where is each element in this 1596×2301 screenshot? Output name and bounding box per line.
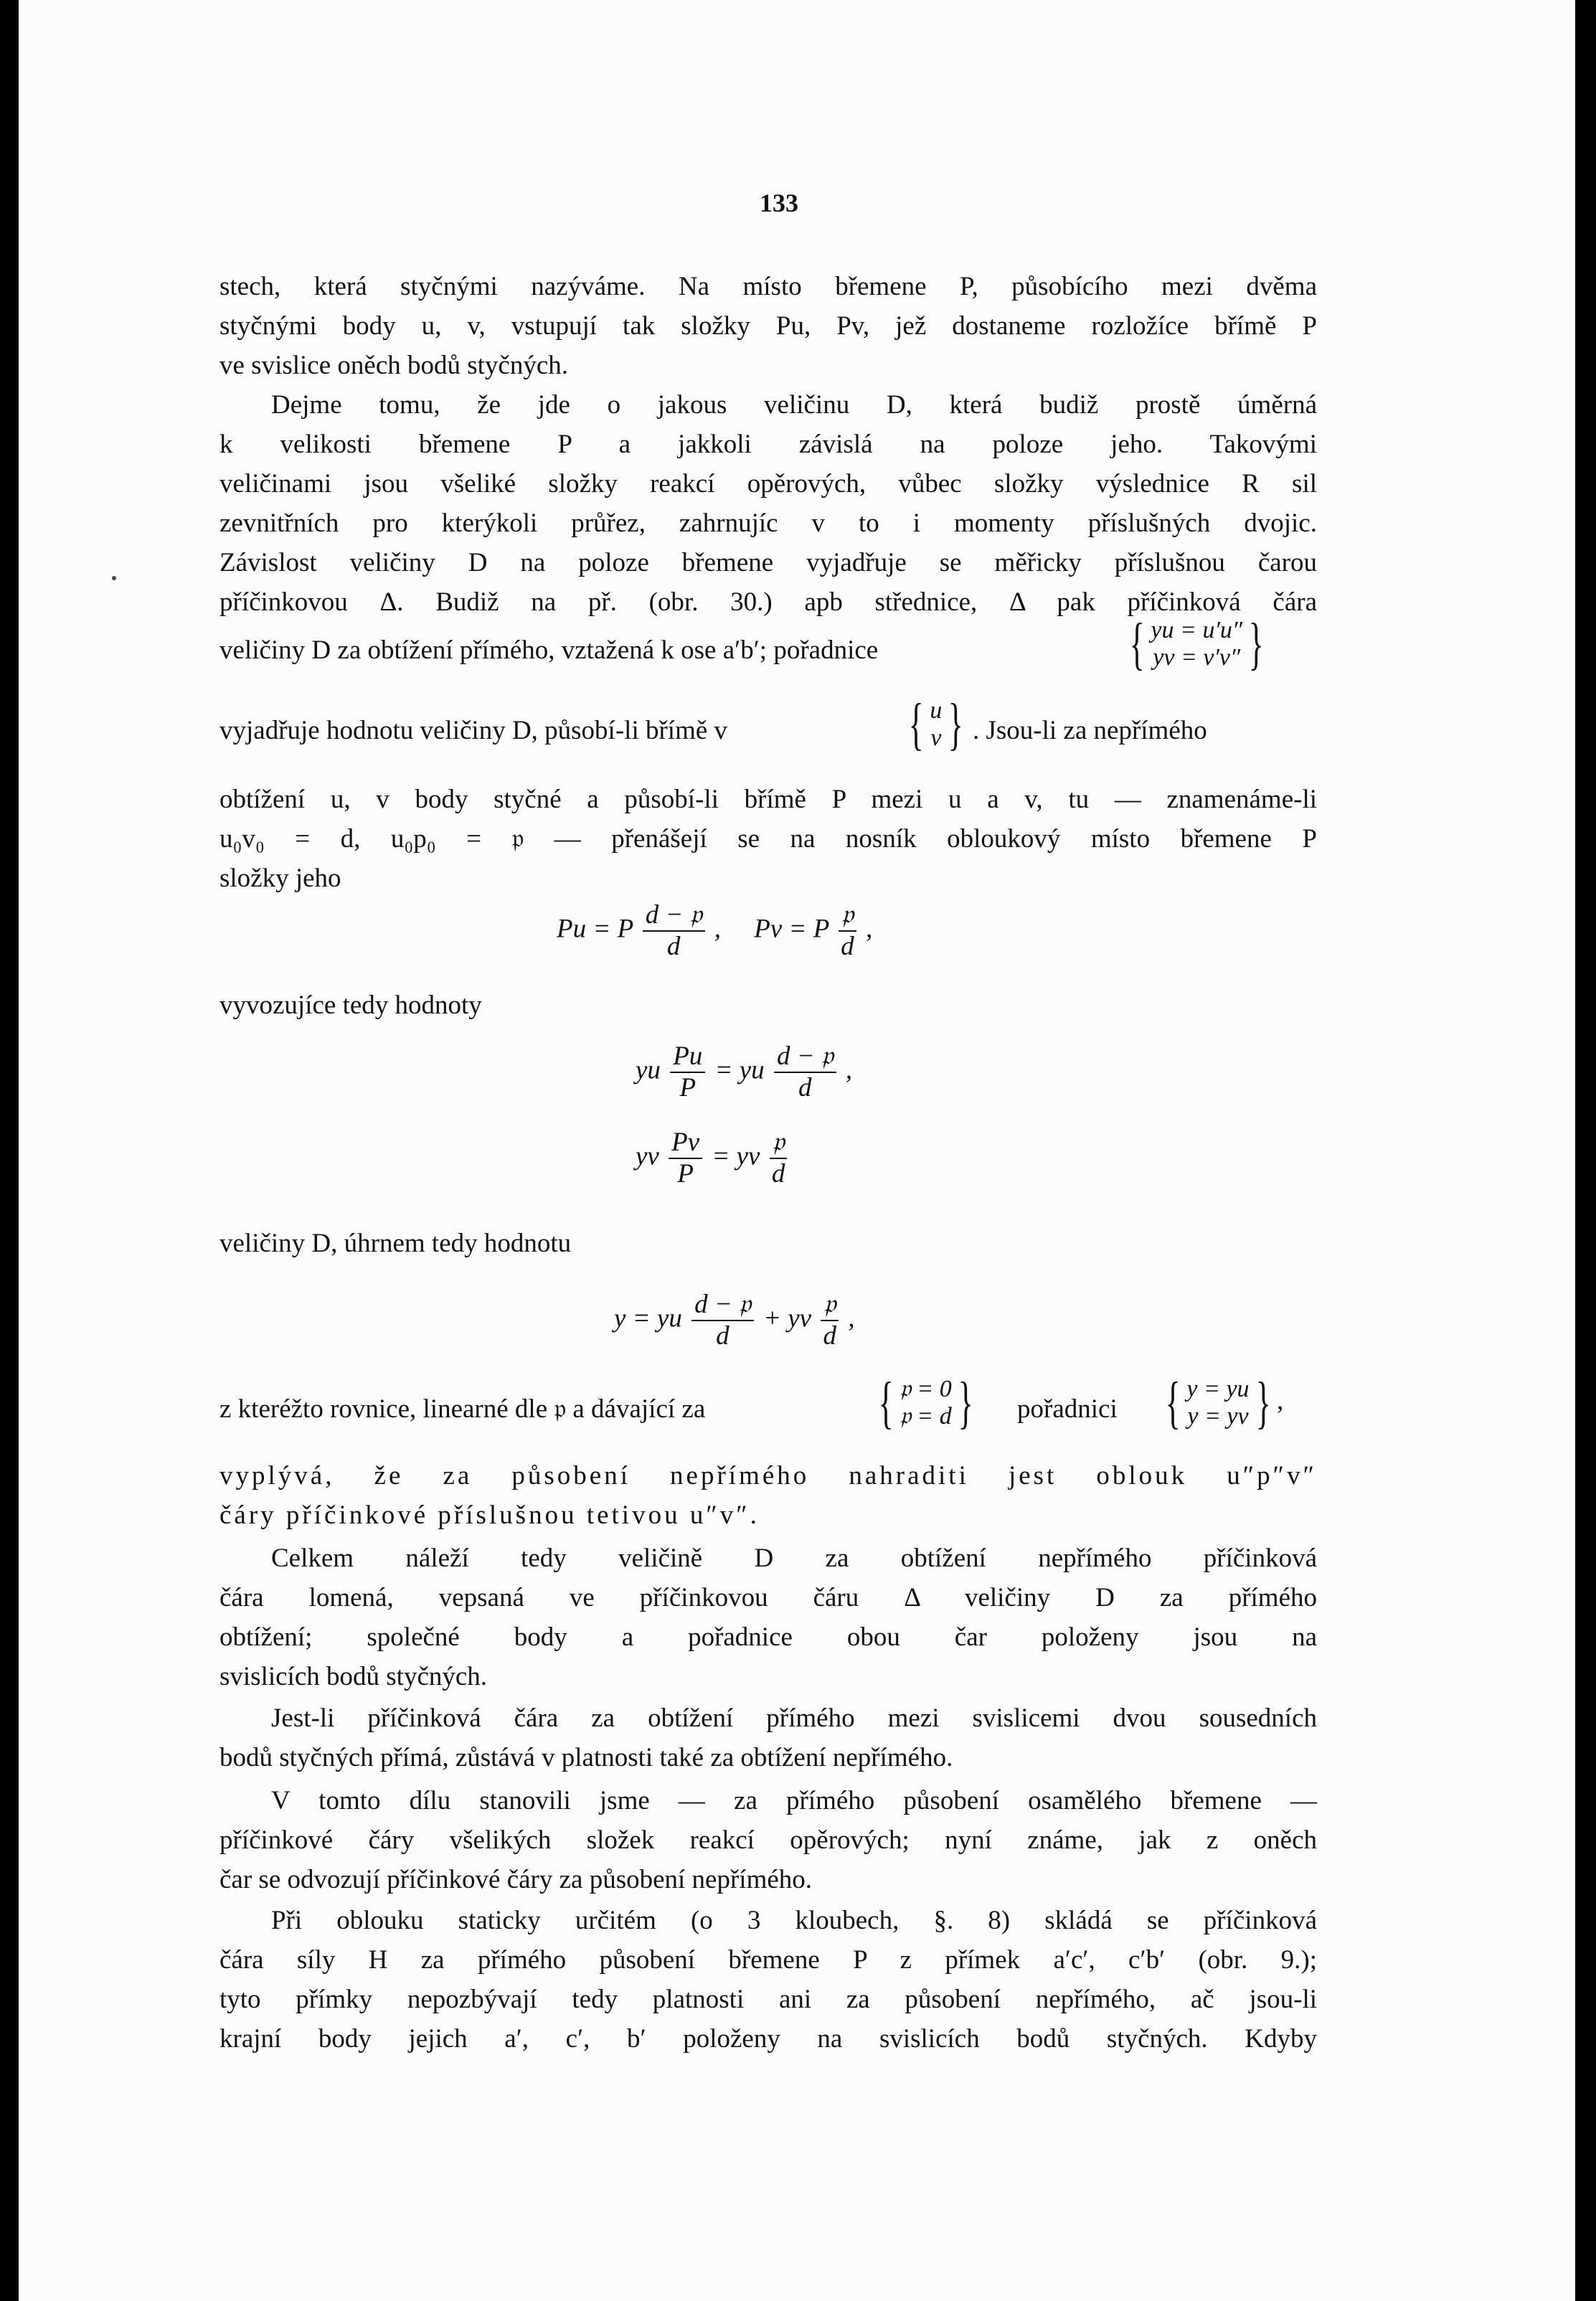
uv-brace: { u v } <box>908 693 964 756</box>
stray-mark <box>112 576 116 580</box>
text-line: krajní body jejich a′, c′, b′ položeny na svislicích bodů styčných. Kdyby <box>219 2024 1317 2054</box>
ordinate-brace: { yu = u′u″ yv = v′v″ } <box>1129 613 1264 676</box>
text-line: Závislost veličiny D na poloze břemene vyjadřuje se měřicky příslušnou čarou <box>219 548 1317 577</box>
eq3-a-denominator: P <box>677 1159 694 1189</box>
eq3-a: yv <box>636 1141 659 1171</box>
eq2-a-numerator: Pu <box>670 1041 705 1073</box>
eq1-pu-denominator: d <box>666 932 681 961</box>
ordinate-2-label: pořadnici <box>1017 1394 1118 1424</box>
uv-bottom: v <box>930 724 942 751</box>
text-line: obtížení u, v body styčné a působí-li břímě P mezi u a v, tu — znamenáme-li <box>219 785 1317 814</box>
eq3-b-denominator: d <box>771 1159 785 1189</box>
p-bottom: 𝔭 = d <box>899 1403 952 1430</box>
text-line: bodů styčných přímá, zůstává v platnosti také za obtížení nepřímého. <box>219 1743 953 1772</box>
text-line: tyto přímky nepozbývají tedy platnosti ani za působení nepřímého, ač jsou-li <box>219 1985 1317 2014</box>
eq1-pu-numerator: d − 𝔭 <box>643 900 705 932</box>
eq4-b: + yv <box>763 1303 812 1333</box>
text-line: svislicích bodů styčných. <box>219 1662 488 1691</box>
eq1-pv-denominator: d <box>841 932 854 961</box>
ordinate-text: veličiny D za obtížení přímého, vztažená k ose a′b′; pořadnice <box>219 636 879 665</box>
text-line: u₀v₀ = d, u₀p₀ = 𝔭 — přenášejí se na nosník obloukový místo břemene P <box>219 824 1317 854</box>
text-line: čára síly H za přímého působení břemene P z přímek a′c′, c′b′ (obr. 9.); <box>219 1945 1317 1975</box>
text-line: zevnitřních pro kterýkoli průřez, zahrnujíc v to i momenty příslušných dvojic. <box>219 509 1317 538</box>
eq2-b-denominator: d <box>798 1073 812 1102</box>
paragraph-6 <box>219 1698 1317 1777</box>
uv-top: u <box>930 697 943 724</box>
express-end: . Jsou-li za nepřímého <box>973 716 1207 745</box>
y-bottom: y = yv <box>1187 1403 1249 1430</box>
text-line: čar se odvozují příčinkové čáry za působení nepřímého. <box>219 1865 813 1894</box>
eq4-a-numerator: d − 𝔭 <box>691 1290 754 1321</box>
text-line: čáry příčinkové příslušnou tetivou u″v″. <box>219 1501 760 1530</box>
text-line: složky jeho <box>219 864 341 893</box>
text-line: styčnými body u, v, vstupují tak složky Pu, Pv, jež dostaneme rozložíce břímě P <box>219 311 1317 341</box>
total-line: veličiny D, úhrnem tedy hodnotu <box>219 1229 572 1258</box>
paragraph-5 <box>219 1539 1317 1696</box>
y-top: y = yu <box>1186 1376 1250 1402</box>
eq1-pv-label: Pv = P <box>754 914 829 944</box>
text-line: příčinkovou Δ. Budiž na př. (obr. 30.) apb střednice, Δ pak příčinková čára <box>219 587 1317 617</box>
eq1-pv-numerator: 𝔭 <box>839 900 856 932</box>
p-top: 𝔭 = 0 <box>899 1376 952 1402</box>
eq2-b-numerator: d − 𝔭 <box>774 1041 836 1073</box>
paragraph-1 <box>219 267 1317 385</box>
ordinate-top: yu = u′u″ <box>1151 617 1243 643</box>
express-text: vyjadřuje hodnotu veličiny D, působí-li břímě v <box>219 716 728 745</box>
book-page <box>19 0 1575 2301</box>
equation-3 <box>636 1128 790 1189</box>
equation-4: y = yu $\frac{\text{d − 𝔭}}{d}$ + yv $\frac{\text{𝔭}}{d}$ , <box>614 1290 855 1351</box>
eq4-a-denominator: d <box>716 1321 729 1351</box>
eq4-a: y = yu <box>614 1303 682 1333</box>
eq4-b-numerator: 𝔭 <box>821 1290 839 1321</box>
text-line: Jest-li příčinková čára za obtížení přímého mezi svislicemi dvou sousedních <box>271 1704 1317 1733</box>
p-brace: { 𝔭 = 0 𝔭 = d } <box>878 1371 973 1435</box>
eq2-a: yu <box>636 1055 661 1085</box>
derive-line: vyvozujíce tedy hodnoty <box>219 991 482 1020</box>
express-line <box>219 715 727 746</box>
text-line: čára lomená, vepsaná ve příčinkovou čáru Δ veličiny D za přímého <box>219 1583 1317 1612</box>
eq3-b-numerator: 𝔭 <box>770 1128 788 1159</box>
text-line: Dejme tomu, že jde o jakous veličinu D, která budiž prostě úměrná <box>271 390 1317 420</box>
text-line: stech, která styčnými nazýváme. Na místo břemene P, působícího mezi dvěma <box>219 272 1317 301</box>
text-line: Celkem náleží tedy veličině D za obtížení nepřímého příčinková <box>271 1544 1317 1573</box>
eq1-pu-label: Pu = P <box>557 914 633 944</box>
equation-1: Pu = P $\frac{\text{d − 𝔭}}{d}$ , Pv = P $\frac{\text{𝔭}}{d}$ , <box>557 900 873 961</box>
ordinate-line <box>219 635 878 666</box>
text-line: příčinkové čáry všelikých složek reakcí opěrových; nyní známe, jak z oněch <box>219 1825 1317 1855</box>
y-brace: { y = yu y = yv } , <box>1165 1371 1284 1435</box>
linear-line: z kteréžto rovnice, linearné dle 𝔭 a dávající za <box>219 1394 706 1424</box>
eq3-a-numerator: Pv <box>669 1128 702 1159</box>
text-line: Při oblouku staticky určitém (o 3 kloubech, §. 8) skládá se příčinková <box>271 1906 1317 1935</box>
paragraph-3 <box>219 780 1317 898</box>
text-line: obtížení; společné body a pořadnice obou čar položeny jsou na <box>219 1622 1317 1652</box>
text-line: veličinami jsou všeliké složky reakcí opěrových, vůbec složky výslednice R sil <box>219 469 1317 499</box>
eq3-b: = yv <box>712 1141 760 1171</box>
paragraph-8 <box>219 1901 1317 2059</box>
paragraph-7 <box>219 1781 1317 1899</box>
paragraph-2 <box>219 385 1317 622</box>
text-line: k velikosti břemene P a jakkoli závislá na poloze jeho. Takovými <box>219 430 1317 459</box>
text-line: ve svislice oněch bodů styčných. <box>219 351 569 380</box>
equation-2: yu $\frac{Pu}{P}$ = yu $\frac{\text{d − 𝔭}}{d}$ , <box>636 1041 853 1102</box>
eq4-b-denominator: d <box>823 1321 836 1351</box>
text-line: V tomto dílu stanovili jsme — za přímého působení osamělého břemene — <box>271 1786 1317 1815</box>
ordinate-bottom: yv = v′v″ <box>1153 644 1241 671</box>
eq2-a-denominator: P <box>679 1073 697 1102</box>
page-number: 133 <box>760 189 798 217</box>
paragraph-4 <box>219 1456 1317 1535</box>
eq2-b: = yu <box>714 1055 765 1085</box>
text-line: vyplývá, že za působení nepřímého nahraditi jest oblouk u″p″v″ <box>219 1461 1317 1490</box>
